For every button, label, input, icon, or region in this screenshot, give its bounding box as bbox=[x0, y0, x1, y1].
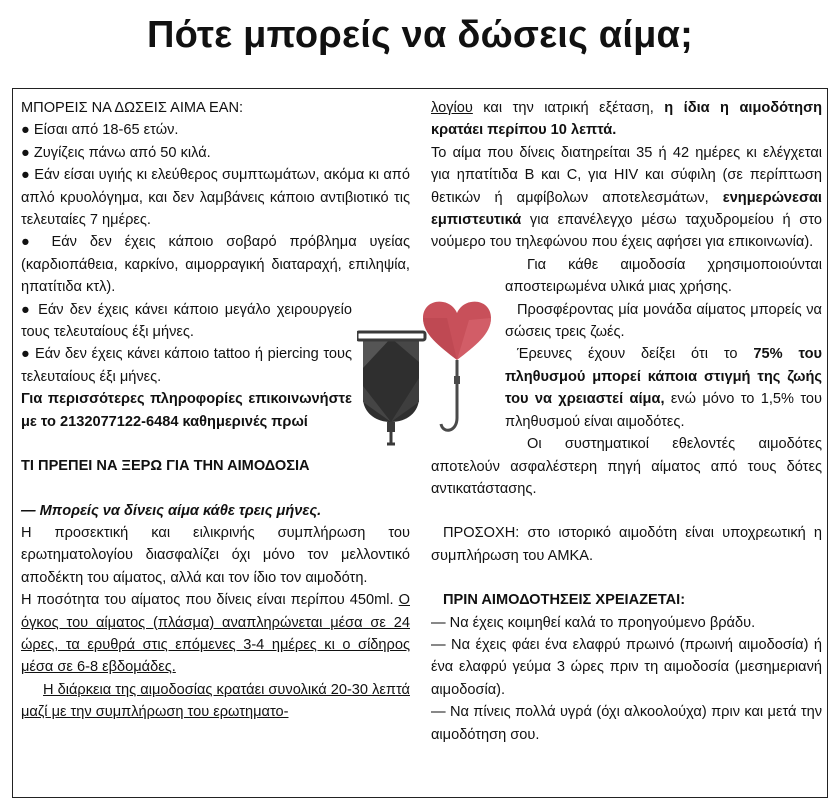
condition-item: ● Εάν δεν έχεις κάνει κάποιο μεγάλο χειρουργείο τους τελευταίους έξι μήνες. bbox=[21, 301, 353, 341]
attention-note: ΠΡΟΣΟΧΗ: στο ιστορικό αιμοδότη είναι υποχρεωτική η συμπλήρωση του ΑΜΚΑ. bbox=[431, 525, 822, 564]
research-paragraph: Έρευνες έχουν δείξει ότι το 75% του πληθυσμού μπορεί κάποια στιγμή της ζωής του να χρειαστεί αίμα, ενώ μόνο το 1,5% του πληθυσμού είναι αιμοδότες. bbox=[505, 346, 822, 430]
condition-item: ● Εάν δεν έχεις κάποιο σοβαρό πρόβλημα υγείας (καρδιοπάθεια, καρκίνο, αιμορραγική διαταραχή, επιληψία, ηπατίτιδα κτλ). bbox=[21, 234, 410, 296]
condition-item: ● Ζυγίζεις πάνω από 50 κιλά. bbox=[21, 144, 211, 161]
before-heading: ΠΡΙΝ ΑΙΜΟΔΟΤΗΣΕΙΣ ΧΡΕΙΑΖΕΤΑΙ: bbox=[443, 592, 686, 609]
page-title: Πότε μπορείς να δώσεις αίμα; bbox=[147, 14, 693, 56]
bullet-icon: ● bbox=[21, 234, 52, 251]
condition-item: ● Είσαι από 18-65 ετών. bbox=[21, 122, 179, 139]
eligibility-intro: ΜΠΟΡΕΙΣ ΝΑ ΔΩΣΕΙΣ ΑΙΜΑ ΕΑΝ: bbox=[21, 100, 244, 116]
condition-item: ● Εάν είσαι υγιής κι ελεύθερος συμπτωμάτων, ακόμα κι από απλό κρυολόγημα, και δεν λαμβάνεις κάποιο αντιβιοτικό τις τελευταίες 7 ημέρες. bbox=[21, 167, 410, 229]
duration-paragraph: Η διάρκεια της αιμοδοσίας κρατάει συνολικά 20-30 λεπτά μαζί με την συμπλήρωση του ερωτηματο- bbox=[21, 681, 410, 721]
before-item: — Να έχεις φάει ένα ελαφρύ πρωινό (πρωινή αιμοδοσία) ή ένα ελαφρύ γεύμα 3 ώρες πριν τη αιμοδοσία (μεσημεριανή αιμοδοσία). bbox=[431, 636, 822, 698]
before-item: — Να πίνεις πολλά υγρά (όχι αλκοολούχα) πριν και μετά την αιμοδότηση σου. bbox=[431, 704, 822, 743]
before-item: — Να έχεις κοιμηθεί καλά το προηγούμενο βράδυ. bbox=[431, 614, 756, 631]
bullet-icon: ● bbox=[21, 144, 34, 161]
bullet-icon: ● bbox=[21, 301, 39, 318]
lives-paragraph: Προσφέροντας μία μονάδα αίματος μπορείς να σώσεις τρεις ζωές. bbox=[505, 301, 822, 341]
duration-continuation: λογίου και την ιατρική εξέταση, η ίδια η αιμοδότηση κρατάει περίπου 10 λεπτά. bbox=[431, 100, 822, 139]
contact-info: Για περισσότερες πληροφορίες επικοινωνήστε με το 2132077122-6484 καθημερινές πρωί bbox=[21, 391, 352, 430]
bullet-icon: ● bbox=[21, 167, 35, 184]
section-subheading: — Μπορείς να δίνεις αίμα κάθε τρεις μήνες. bbox=[21, 502, 322, 519]
blood-bag-heart-icon bbox=[357, 298, 505, 458]
storage-paragraph: Το αίμα που δίνεις διατηρείται 35 ή 42 ημέρες κι ελέγχεται για ηπατίτιδα Β και C, για HIV και σύφιλη (σε περίπτωση θετικών ή αμφίβολων αποτελεσμάτων, ενημερώνεσαι εμπιστευτικά για επανέλεγχο μέσω ταχυδρομείου ή στο νούμερο του τηλεφώνου που έχεις αφήσει για επικοινωνία). bbox=[431, 144, 822, 251]
bullet-icon: ● bbox=[21, 346, 35, 363]
condition-item: ● Εάν δεν έχεις κάνει κάποιο tattoo ή piercing τους τελευταίους έξι μήνες. bbox=[21, 346, 353, 385]
left-column bbox=[21, 97, 410, 724]
section-heading: ΤΙ ΠΡΕΠΕΙ ΝΑ ΞΕΡΩ ΓΙΑ ΤΗΝ ΑΙΜΟΔΟΣΙΑ bbox=[21, 458, 310, 475]
kits-paragraph: Για κάθε αιμοδοσία χρησιμοποιούνται αποστειρωμένα υλικά μιας χρήσης. bbox=[505, 256, 822, 296]
quantity-paragraph: Η ποσότητα του αίματος που δίνεις είναι περίπου 450ml. Ο όγκος του αίματος (πλάσμα) αναπληρώνεται μέσα σε 24 ώρες, τα ερυθρά στις επόμενες 3-4 ημέρες κι ο σίδηρος μέσα σε 6-8 εβδομάδες. bbox=[21, 592, 410, 676]
regular-donors-paragraph: Οι συστηματικοί εθελοντές αιμοδότες αποτελούν ασφαλέστερη πηγή αίματος από τους δότες αντικατάστασης. bbox=[431, 436, 822, 497]
questionnaire-paragraph: Η προσεκτική και ειλικρινής συμπλήρωση του ερωτηματολογίου διασφαλίζει όχι μόνο τον μελλοντικό αποδέκτη του αίματος, αλλά και τον ίδιο τον αιμοδότη. bbox=[21, 524, 410, 586]
bullet-icon: ● bbox=[21, 122, 34, 139]
tube-line bbox=[441, 360, 457, 430]
